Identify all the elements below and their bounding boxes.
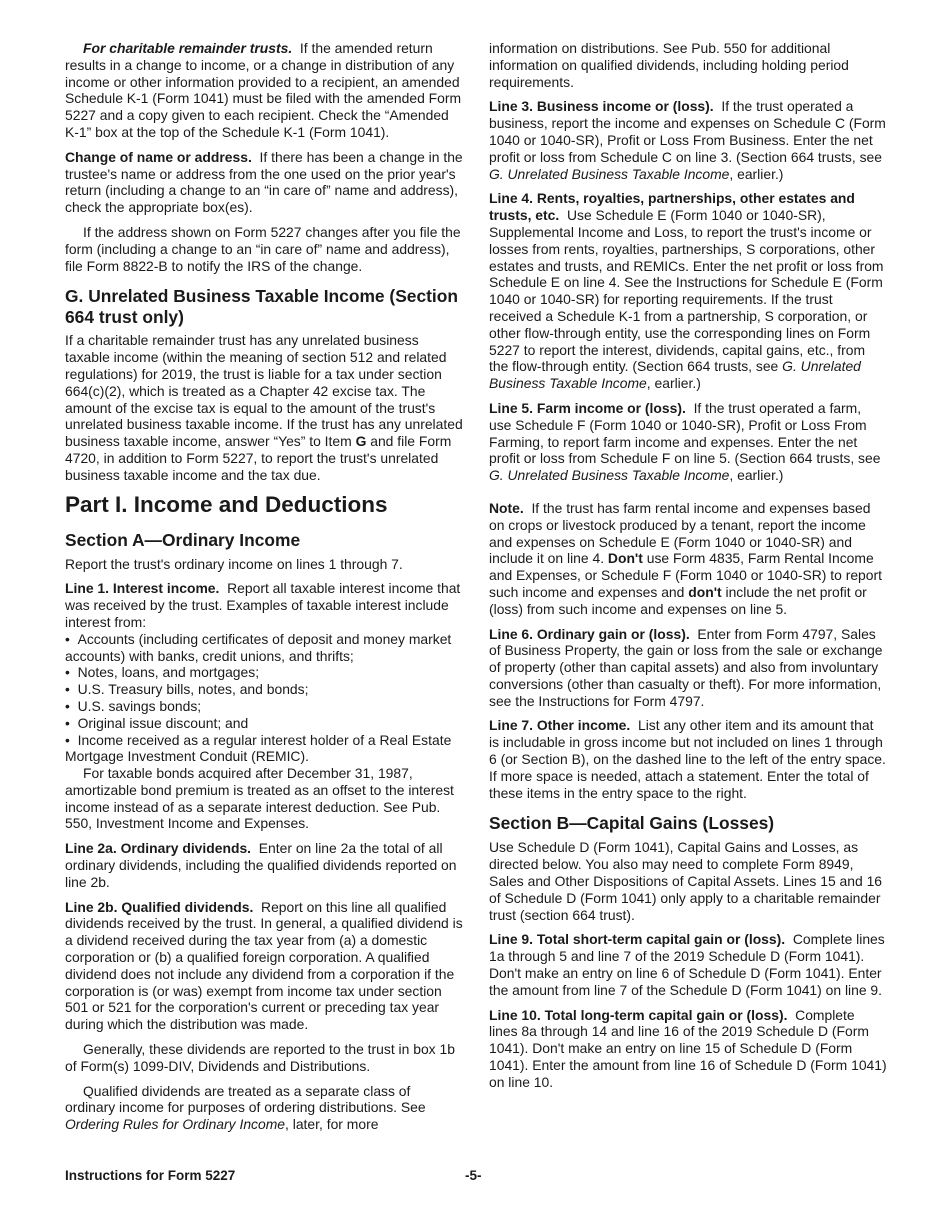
line-4-reference: G. Unrelated Business Taxable Income xyxy=(489,358,861,392)
section-a-intro: Report the trust's ordinary income on lines 1 through 7. xyxy=(65,555,403,572)
line-1-heading: Line 1. Interest income. xyxy=(65,580,220,597)
line-10-heading: Line 10. Total long-term capital gain or (loss). xyxy=(489,1006,788,1023)
line-2a-paragraph xyxy=(65,840,463,890)
line-7-paragraph xyxy=(489,717,887,801)
note-heading: Note. xyxy=(489,499,524,516)
section-g-paragraph xyxy=(65,332,463,483)
line-9-paragraph xyxy=(489,931,887,998)
bullet-item: • Accounts (including certificates of deposit and money market accounts) with banks, credit unions, and thrifts; xyxy=(65,631,463,665)
line-10-text: Complete lines 8a through 14 and line 16 of the 2019 Schedule D (Form 1041). Don't make an entry on line 15 of Schedule D (Form 1041). Enter the amount from line 16 of Schedule D (Form 1041) on line 10. xyxy=(489,1006,887,1090)
qualified-dividends-paragraph xyxy=(65,1083,463,1133)
note-dont-emphasis: don't xyxy=(688,583,722,600)
line-6-text: Enter from Form 4797, Sales of Business Property, the gain or loss from the sale or exchange of property (other than capital assets) and also from involuntary conversions (other than casualty or theft). For more information, see the Instructions for Form 4797. xyxy=(489,625,883,709)
line-7-heading: Line 7. Other income. xyxy=(489,717,631,734)
note-text-b: use Form 4835, Farm Rental Income and Expenses, or Schedule F (Form 1040 or 1040-SR) to report such income and expenses and xyxy=(489,550,882,600)
generally-paragraph: Generally, these dividends are reported to the trust in box 1b of Form(s) 1099-DIV, Dividends and Distributions. xyxy=(65,1041,455,1074)
bond-premium-paragraph: For taxable bonds acquired after December 31, 1987, amortizable bond premium is treated as an offset to the interest income instead of as a separate interest deduction. See Pub. 550, Investment Income and Expenses. xyxy=(65,765,454,832)
line-4-paragraph xyxy=(489,190,887,392)
line-2b-text: Report on this line all qualified dividends received by the trust. In general, a qualified dividend is a dividend received during the tax year from (a) a domestic corporation or (b) a qualified foreign corporation. A qualified dividend does not include any dividend from a corporation if the corporation is (or was) exempt from income tax under section 501 or 521 for the corporation's current or preceding tax year during which the distribution was made. xyxy=(65,898,463,1033)
amended-k1-paragraph xyxy=(65,40,463,141)
line-2b-paragraph xyxy=(65,899,463,1033)
line-9-text: Complete lines 1a through 5 and line 7 of the 2019 Schedule D (Form 1041). Don't make an entry on line 6 of Schedule D (Form 1041). Enter the amount from line 7 of the Schedule D (Form 1041) on line 9. xyxy=(489,931,885,998)
line-9-heading: Line 9. Total short-term capital gain or (loss). xyxy=(489,931,786,948)
bullet-item: • U.S. Treasury bills, notes, and bonds; xyxy=(65,681,463,698)
line-6-paragraph xyxy=(489,626,887,710)
change-name-paragraph xyxy=(65,149,463,216)
item-g-label: G xyxy=(355,433,367,450)
left-column xyxy=(65,40,463,1141)
section-b-heading: Section B—Capital Gains (Losses) xyxy=(489,813,775,834)
line-3-paragraph xyxy=(489,98,887,182)
line-7-text: List any other item and its amount that is includable in gross income but not included on lines 1 through 6 (or Section B), on the dashed line to the left of the entry space. If more space is needed, attach a statement. Enter the total of these items in the entry space to the right. xyxy=(489,717,886,801)
section-g-text-b: and file Form 4720, in addition to Form 5227, to report the trust's unrelated business taxable income and the tax due. xyxy=(65,433,452,483)
line-5-text: If the trust operated a farm, use Schedule F (Form 1040 or 1040-SR), Profit or Loss From Farming, to report farm income and expenses. Enter the net profit or loss from Schedule F on line 5. (Section 664 trusts, see xyxy=(489,399,881,467)
note-paragraph xyxy=(489,500,887,618)
qualified-text-b: , later, for more xyxy=(285,1116,379,1133)
line-3-end: , earlier.) xyxy=(729,165,784,182)
line-3-reference: G. Unrelated Business Taxable Income xyxy=(489,165,730,182)
line-2a-text: Enter on line 2a the total of all ordinary dividends, including the qualified dividends reported on line 2b. xyxy=(65,840,457,890)
line-4-heading: Line 4. Rents, royalties, partnerships, other estates and trusts, etc. xyxy=(489,190,855,224)
line-2a-heading: Line 2a. Ordinary dividends. xyxy=(65,840,252,857)
bullet-item: • Income received as a regular interest holder of a Real Estate Mortgage Investment Conduit (REMIC). xyxy=(65,732,463,766)
qualified-text-a: Qualified dividends are treated as a separate class of ordinary income for purposes of ordering distributions. See xyxy=(65,1082,426,1116)
bullet-item: • U.S. savings bonds; xyxy=(65,698,463,715)
part-i-heading: Part I. Income and Deductions xyxy=(65,491,388,517)
address-change-paragraph: If the address shown on Form 5227 changes after you file the form (including a change to an “in care of” name and address), file Form 8822-B to notify the IRS of the change. xyxy=(65,223,461,274)
line-3-heading: Line 3. Business income or (loss). xyxy=(489,98,714,115)
bullet-item: • Notes, loans, and mortgages; xyxy=(65,664,463,681)
line-10-paragraph xyxy=(489,1007,887,1091)
change-name-heading: Change of name or address. xyxy=(65,148,252,165)
section-b-paragraph: Use Schedule D (Form 1041), Capital Gains and Losses, as directed below. You also may need to complete Form 8949, Sales and Other Dispositions of Capital Assets. Lines 15 and 16 of Schedule D (Form 1041) only apply to a charitable remainder trust (section 664 trust). xyxy=(489,839,883,923)
note-text-c: include the net profit or (loss) from such income and expenses on line 5. xyxy=(489,583,867,617)
note-dont-emphasis: Don't xyxy=(607,550,643,567)
change-name-text: If there has been a change in the trustee's name or address from the one used on the prior year's return (including a change to an “in care of” name and address), check the appropriate box(es). xyxy=(65,148,463,216)
line-3-text: If the trust operated a business, report the income and expenses on Schedule C (Form 1040 or 1040-SR), Profit or Loss From Business. Enter the net profit or loss from Schedule C on line 3. (Section 664 trusts, see xyxy=(489,98,886,165)
line-5-paragraph xyxy=(489,400,887,484)
line-5-heading: Line 5. Farm income or (loss). xyxy=(489,399,686,416)
line-5-end: , earlier.) xyxy=(729,467,784,484)
page-number: -5- xyxy=(465,1168,482,1183)
line-1-paragraph xyxy=(65,580,463,630)
right-column xyxy=(489,40,887,1099)
continued-paragraph: information on distributions. See Pub. 550 for additional information on qualified dividends, including holding period requirements. xyxy=(489,40,849,90)
charitable-trusts-heading: For charitable remainder trusts. xyxy=(83,40,293,56)
line-4-end: , earlier.) xyxy=(646,375,701,392)
section-a-heading: Section A—Ordinary Income xyxy=(65,529,301,550)
note-text-a: If the trust has farm rental income and expenses based on crops or livestock produced by a tenant, report the income and expenses on Schedule E (Form 1040 or 1040-SR) and include it on line 4. xyxy=(489,499,871,567)
bullet-item: • Original issue discount; and xyxy=(65,715,463,732)
ordering-rules-reference: Ordering Rules for Ordinary Income xyxy=(65,1116,286,1133)
line-1-text: Report all taxable interest income that was received by the trust. Examples of taxable interest include interest from: xyxy=(65,580,461,630)
line-2b-heading: Line 2b. Qualified dividends. xyxy=(65,898,254,915)
line-4-text: Use Schedule E (Form 1040 or 1040-SR), Supplemental Income and Loss, to report the trust's income or losses from rents, royalties, partnerships, S corporations, other estates and trusts, and REMICs. Enter the net profit or loss from Schedule E on line 4. See the Instructions for Schedule E (Form 1040 or 1040-SR) for reporting requirements. If the trust received a Schedule K-1 from a partnership, S corporation, or other flow-through entity, use the corresponding lines on Form 5227 to report the interest, dividends, capital gains, etc., from the flow-through entity. (Section 664 trusts, see xyxy=(489,207,884,375)
charitable-trusts-text: If the amended return results in a change to income, or a change in distribution of any income or other information provided to a recipient, an amended Schedule K-1 (Form 1041) must be filed with the amended Form 5227 and a copy given to each recipient. Check the “Amended K-1” box at the top of the Schedule K-1 (Form 1041). xyxy=(65,40,462,140)
section-g-text-a: If a charitable remainder trust has any unrelated business taxable income (within the meaning of section 512 and related regulations) for 2019, the trust is liable for a tax under section 664(c)(2), which is treated as a Chapter 42 excise tax. The amount of the excise tax is equal to the amount of the trust's unrelated business taxable income. If the trust has any unrelated business taxable income, answer “Yes” to Item xyxy=(65,332,463,450)
line-6-heading: Line 6. Ordinary gain or (loss). xyxy=(489,625,690,642)
footer-title: Instructions for Form 5227 xyxy=(65,1168,236,1183)
line-5-reference: G. Unrelated Business Taxable Income xyxy=(489,467,730,484)
section-g-heading: G. Unrelated Business Taxable Income (Section 664 trust only) xyxy=(65,286,459,328)
